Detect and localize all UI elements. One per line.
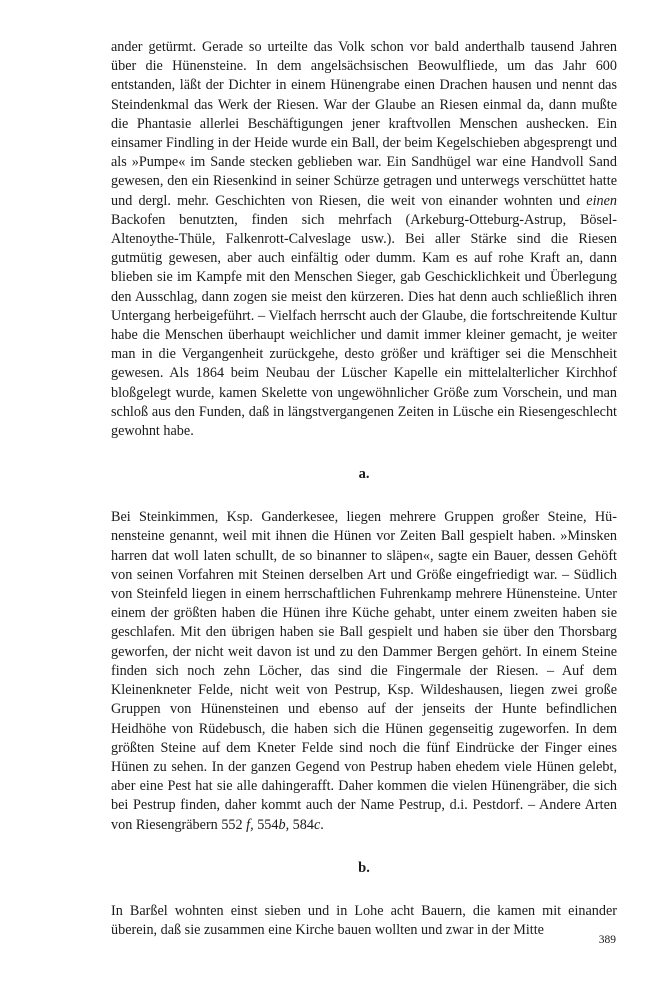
emphasis: b,	[278, 816, 290, 833]
emphasis: c	[313, 816, 321, 833]
text-run: Backofen benutzten, finden sich mehrfach (Arkeburg-Otteburg-Astrup, Bösel-Altenoythe-Thüle, Falkenrott-Calveslage usw.). Bei aller Stärke sind die Riesen gutmütig gewesen, aber auch einfältig oder dumm. Kam es auf rohe Kraft an, dann blieben sie im Kampfe mit den Menschen Sieger, gab Geschicklichkeit und Überlegung den Ausschlag, dann zogen sie meist den kürzeren. Dies hat denn auch schließlich ihren Untergang herbeigeführt. – Vielfach herrscht auch der Glaube, die fortschreitende Kultur habe die Menschen überhaupt weichlicher und damit immer kleiner gemacht, je weiter man in die Vergangenheit zurückgehe, desto größer und kräftiger sei die Menschheit gewesen. Als 1864 beim Neubau der Lüscher Kapelle ein mittelalterlicher Kirchhof bloßgelegt wurde, kamen Skelette von ungewöhnlicher Größe zum Vorschein, und man schloß aus den Funden, daß in längstvergangenen Zeiten in Lüsche ein Riesengeschlecht gewohnt habe.	[111, 211, 617, 440]
paragraph-section-a	[111, 508, 617, 834]
paragraph-intro	[111, 38, 617, 441]
emphasis: einen	[586, 192, 617, 209]
text-run: .	[320, 816, 324, 833]
paragraph-section-b: In Barßel wohnten einst sieben und in Lohe acht Bauern, die kamen mit einander überein, daß sie zusammen eine Kirche bauen wollten und zwar in der Mitte	[111, 902, 617, 938]
text-run: Bei Steinkimmen, Ksp. Ganderkesee, liegen mehrere Gruppen großer Steine, Hünensteine genannt, weil mit ihnen die Hünen vor Zeiten Ball gespielt haben. »Minsken harren dat woll laten schullt, de so binanner to släpen«, sagte ein Bauer, dessen Gehöft von seinen Vorfahren mit Steinen derselben Art und Größe eingefriedigt war. – Südlich von Steinfeld liegen in einem herrschaftlichen Fuhrenkamp mehrere Hünensteine. Unter einem der größten haben die Hünen ihre Küche gehabt, unter einem zweiten haben sie geschlafen. Mit den übrigen haben sie Ball gespielt und haben sie über den Thorsbarg geworfen, der nicht weit davon ist und zu den Dammer Bergen gehört. In einem Steine finden sich noch zehn Löcher, das sind die Fingermale der Riesen. – Auf dem Kleinenkneter Felde, nicht weit von Pestrup, Ksp. Wildeshausen, liegen zwei große Gruppen von Hünensteinen und ebenso auf der jenseits der Hunte befindlichen Heidhöhe von Rüdebusch, die haben sich die Hünen gegenseitig zugeworfen. In dem größten Steine auf dem Kneter Felde sind noch die fünf Eindrücke der Finger eines Hünen zu sehen. In der ganzen Gegend von Pestrup haben ehedem viele Hünen gelebt, aber eine Pest hat sie alle dahingerafft. Daher kommen die vielen Hünengräber, die sich bei Pestrup finden, daher kommt auch der Name Pestrup, d.i. Pestdorf. – Andere Arten von Riesengräbern 552	[111, 509, 617, 833]
section-heading-b: b.	[358, 859, 370, 876]
emphasis: f,	[246, 816, 254, 833]
text-run: 584	[289, 816, 314, 833]
text-run: 554	[253, 816, 279, 833]
page-body	[111, 38, 617, 940]
section-heading-a: a.	[358, 466, 370, 483]
page-number: 389	[598, 934, 616, 946]
text-run: ander getürmt. Gerade so urteilte das Volk schon vor bald anderthalb tausend Jahren über die Hünensteine. In dem angelsächsischen Beowulfliede, um das Jahr 600 entstanden, läßt der Dichter in einem Hünengrabe einen Drachen hausen und nennt das Steindenkmal das Werk der Riesen. War der Glaube an Riesen einmal da, dann mußte die Phantasie allerlei Beschäftigungen jener kraftvollen Menschen aushecken. Ein einsamer Findling in der Heide wurde ein Ball, der beim Kegelschieben abgesprengt und als »Pumpe« im Sande stecken geblieben war. Ein Sandhügel war eine Handvoll Sand gewesen, den ein Riesenkind in seiner Schürze getragen und unterwegs verschüttet hatte und dergl. mehr. Geschichten von Riesen, die weit von einander wohnten und	[111, 39, 617, 209]
